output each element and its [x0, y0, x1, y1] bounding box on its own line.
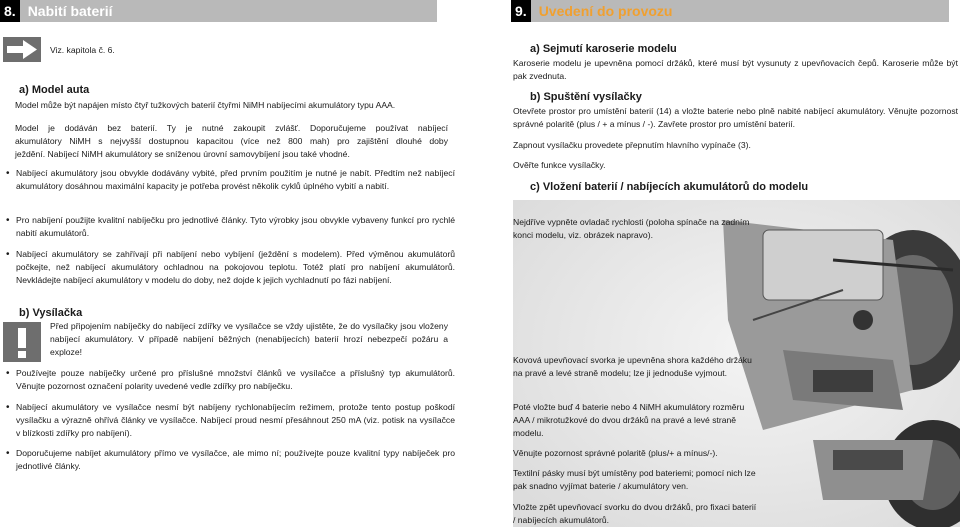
vlozeni-text-6: Vložte zpět upevňovací svorku do dvou držáků, pro fixaci baterií / nabíjecích akumulátorů. [513, 502, 757, 526]
vlozeni-text-1: Nejdříve vypněte ovladač rychlosti (poloha spínače na zadním konci modelu, viz. obrázek napravo). [513, 217, 750, 241]
vlozeni-text-3: Poté vložte buď 4 baterie nebo 4 NiMH akumulátory rozměru AAA / mikrotužkové do dvou držáků na pravé a levé straně modelu. [513, 402, 745, 439]
section-9-header [511, 0, 949, 22]
section-number: 9. [511, 0, 531, 22]
list-item: • Nabíjecí akumulátory se zahřívají při nabíjení nebo vybíjení (ježdění s modelem). Před výměnou akumulátorů počkejte, než nabíjecí akumulátory ochladnou na pokojovou teplotu. Totéž platí pro nabíjení akumulátorů. Nevkládejte nabíjecí akumulátory v modelu do doby, než dojde k jejich vychladnutí po fázi nabíjení. [6, 248, 455, 288]
chapter-reference: Viz. kapitola č. 6. [50, 45, 115, 55]
para-line: akumulátory NiMH s nejvyšší dostupnou kapacitou (více než 800 mah) pro zajištění dlouhé doby [15, 136, 448, 147]
section-8-header [0, 0, 437, 22]
list-item: • Nabíjecí akumulátory jsou obvykle dodávány vybité, před prvním použitím je nutné je nabít. Předtím než nabíjecí akumulátory dosáhnou maximální kapacity je potřeba provést několik cyklů úplného vybití a nabití. [6, 167, 455, 193]
sejmuti-text: Karoserie modelu je upevněna pomocí držáků, které musí být vysunuty z upevňovacích čepů. Karoserie může být pak zvednuta. [513, 58, 958, 82]
model-auta-text: Model může být napájen místo čtyř tužkových baterií čtyřmi NiMH nabíjecími akumulátory typu AAA. [15, 100, 396, 110]
para-line: ježdění. Nabíjecí NiMH akumulátory se sníženou úrovní samovybíjení jsou také vhodné. [15, 149, 350, 160]
warning-text: Před připojením nabíječky do nabíjecí zdířky ve vysílačce se vždy ujistěte, že do vysílačky jsou vloženy nabíjecí akumulátory. V případě nabíjení běžných (nenabíjecích) baterií hrozí nebezpečí požáru a exploze! [50, 321, 448, 358]
spusteni-heading: b) Spuštění vysílačky [530, 91, 642, 103]
section-title: Nabití baterií [27, 3, 113, 19]
list-item: • Pro nabíjení použijte kvalitní nabíječku pro jednotlivé články. Tyto výrobky jsou obvykle vybaveny funkcí pro rychlé nabití akumulátorů. [6, 214, 455, 240]
vlozeni-text-5: Textilní pásky musí být umístěny pod bateriemi; pomocí nich lze pak snadno vyjímat baterie / akumulátory ven. [513, 468, 756, 492]
spusteni-text-2: Zapnout vysílačku provedete přepnutím hlavního vypínače (3). [513, 140, 751, 150]
vlozeni-text-4: Věnujte pozornost správné polaritě (plus/+ a mínus/-). [513, 448, 718, 458]
spusteni-text-3: Ověřte funkce vysílačky. [513, 160, 606, 170]
spusteni-text: Otevřete prostor pro umístění baterií (14) a vložte baterie nebo plně nabité nabíjecí akumulátory. Věnujte pozornost správné polaritě (plus / + a mínus / -). Zavřete prostor pro umístění baterií. [513, 106, 958, 130]
list-item: • Používejte pouze nabíječky určené pro příslušné množství článků ve vysílačce a příslušný typ akumulátorů. Věnujte pozornost označení polarity uvedené vedle zdířky pro nabíječku. [6, 367, 455, 393]
vlozeni-text-2: Kovová upevňovací svorka je upevněna shora každého držáku na pravé a levé straně modelu; lze ji jednoduše vyjmout. [513, 355, 752, 379]
list-item: • Doporučujeme nabíjet akumulátory přímo ve vysílačce, ale mimo ní; používejte pouze kvalitní typy nabíječek pro jednotlivé články. [6, 447, 455, 473]
arrow-right-icon [3, 37, 41, 62]
section-title: Uvedení do provozu [538, 3, 673, 19]
list-item: • Nabíjecí akumulátory ve vysílačce nesmí být nabíjeny rychlonabíjecím režimem, protože tento postup poškodí vysílačku a výrazně ohřívá články ve vysílačce. Nabíjecí proud nesmí přesáhnout 250 mA (viz. potisk na vysílačce v blízkosti zdířky pro nabíjení). [6, 401, 455, 441]
section-number: 8. [0, 0, 20, 22]
para-line: Model je dodáván bez baterií. Ty je nutné zakoupit zvlášť. Doporučujeme používat nabíjecí [15, 123, 448, 133]
model-auta-paragraph [15, 122, 448, 162]
sejmuti-heading: a) Sejmutí karoserie modelu [530, 43, 677, 55]
vysilacka-heading: b) Vysílačka [19, 307, 83, 319]
warning-icon [3, 322, 41, 362]
vlozeni-heading: c) Vložení baterií / nabíjecích akumulátorů do modelu [530, 181, 809, 193]
model-auta-heading: a) Model auta [19, 84, 90, 96]
